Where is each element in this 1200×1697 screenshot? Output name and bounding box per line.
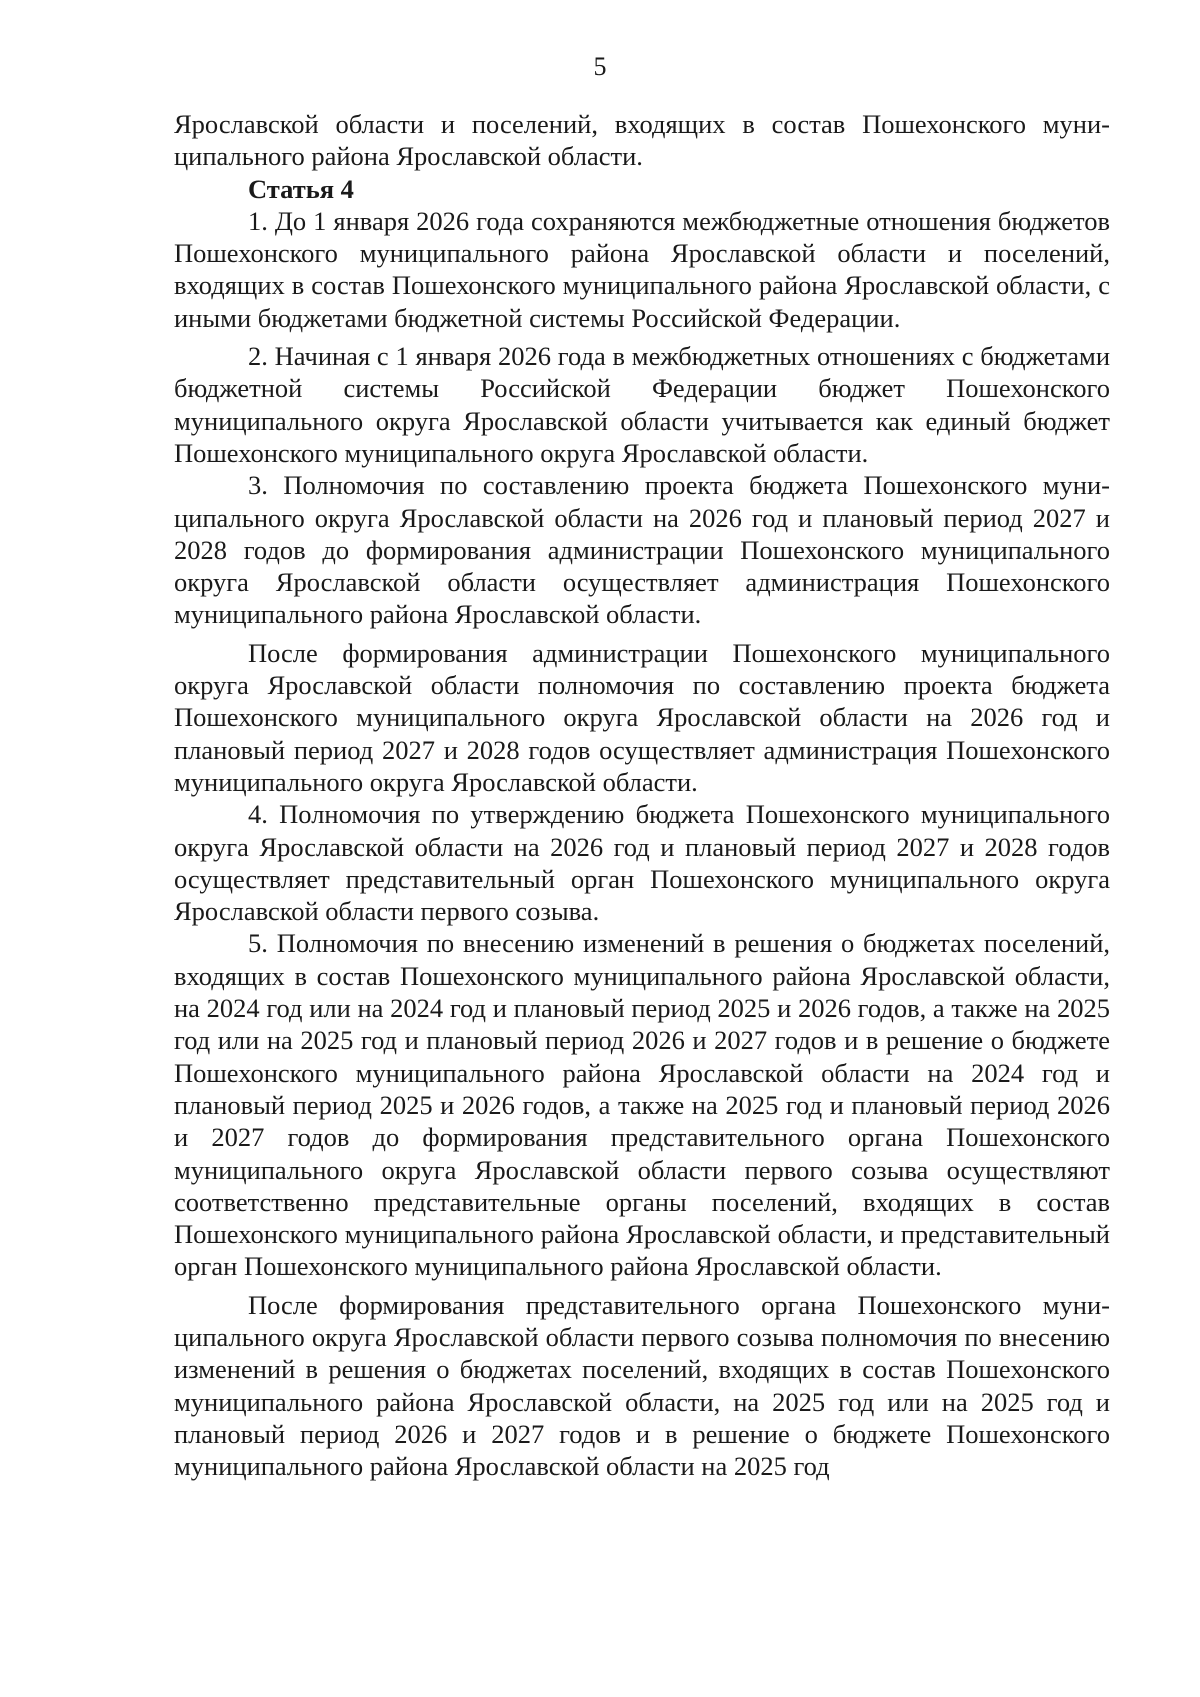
article-paragraph-4: 4. Полномочия по утверждению бюджета Пошехонского муниципального округа Ярославской области на 2026 год и плановый период 2027 и 2028 годов осуществляет представительный орган Пошехонского муниципального округа Ярославской области первого созыва. — [174, 799, 1110, 927]
article-paragraph-1: 1. До 1 января 2026 года сохраняются межбюджетные отношения бюджетов Пошехонского муниципального района Ярославской области и поселений, входящих в состав Пошехонского муниципального района Ярославской области, с иными бюджетами бюджетной системы Российской Федерации. — [174, 205, 1110, 333]
document-body — [174, 108, 1110, 1482]
page-number: 5 — [593, 52, 607, 81]
article-heading: Статья 4 — [248, 173, 354, 204]
article-paragraph-3: 3. Полномочия по составлению проекта бюджета Пошехонского муниципального округа Ярославской области на 2026 год и плановый период 2027 и 2028 годов до формирования администрации Пошехонского муниципального округа Ярославской области осуществляет администрация Пошехонского муниципального района Ярославской области. — [174, 470, 1110, 630]
article-paragraph-5: 5. Полномочия по внесению изменений в решения о бюджетах поселений, входящих в состав Пошехонского муниципального района Ярославской области, на 2024 год или на 2024 год и плановый период 2025 и 2026 годов, а также на 2025 год или на 2025 год и плановый период 2026 и 2027 годов и в решение о бюджете Пошехонского муниципального района Ярославской области на 2024 год и плановый период 2025 и 2026 годов, а также на 2025 год и плановый период 2026 и 2027 годов до формирования представительного органа Пошехонского муниципального округа Ярославской области первого созыва осуществляют соответственно представительные органы поселений, входящих в состав Пошехонского муниципального района Ярославской области, и представительный орган Пошехонского муниципального района Ярославской области. — [174, 928, 1110, 1282]
article-paragraph-2: 2. Начиная с 1 января 2026 года в межбюджетных отношениях с бюджетами бюджетной системы Российской Федерации бюджет Пошехонского муниципального округа Ярославской области учитывается как единый бюджет Пошехонского муниципального округа Ярославской области. — [174, 341, 1110, 468]
article-paragraph-5-continuation: После формирования представительного органа Пошехонского муниципального округа Ярославской области первого созыва полномочия по внесению изменений в решения о бюджетах поселений, входящих в состав Пошехонского муниципального района Ярославской области, на 2025 год или на 2025 год и плановый период 2026 и 2027 годов и в решение о бюджете Пошехонского муниципального района Ярославской области на 2025 год — [174, 1289, 1110, 1482]
lead-paragraph: Ярославской области и поселений, входящих в состав Пошехонского муниципального района Ярославской области. — [174, 109, 1110, 172]
article-paragraph-3-continuation: После формирования администрации Пошехонского муниципального округа Ярославской области полномочия по составлению проекта бюджета Пошехонского муниципального округа Ярославской области на 2026 год и плановый период 2027 и 2028 годов осуществляет администрация Пошехонского муниципального округа Ярославской области. — [174, 637, 1110, 797]
